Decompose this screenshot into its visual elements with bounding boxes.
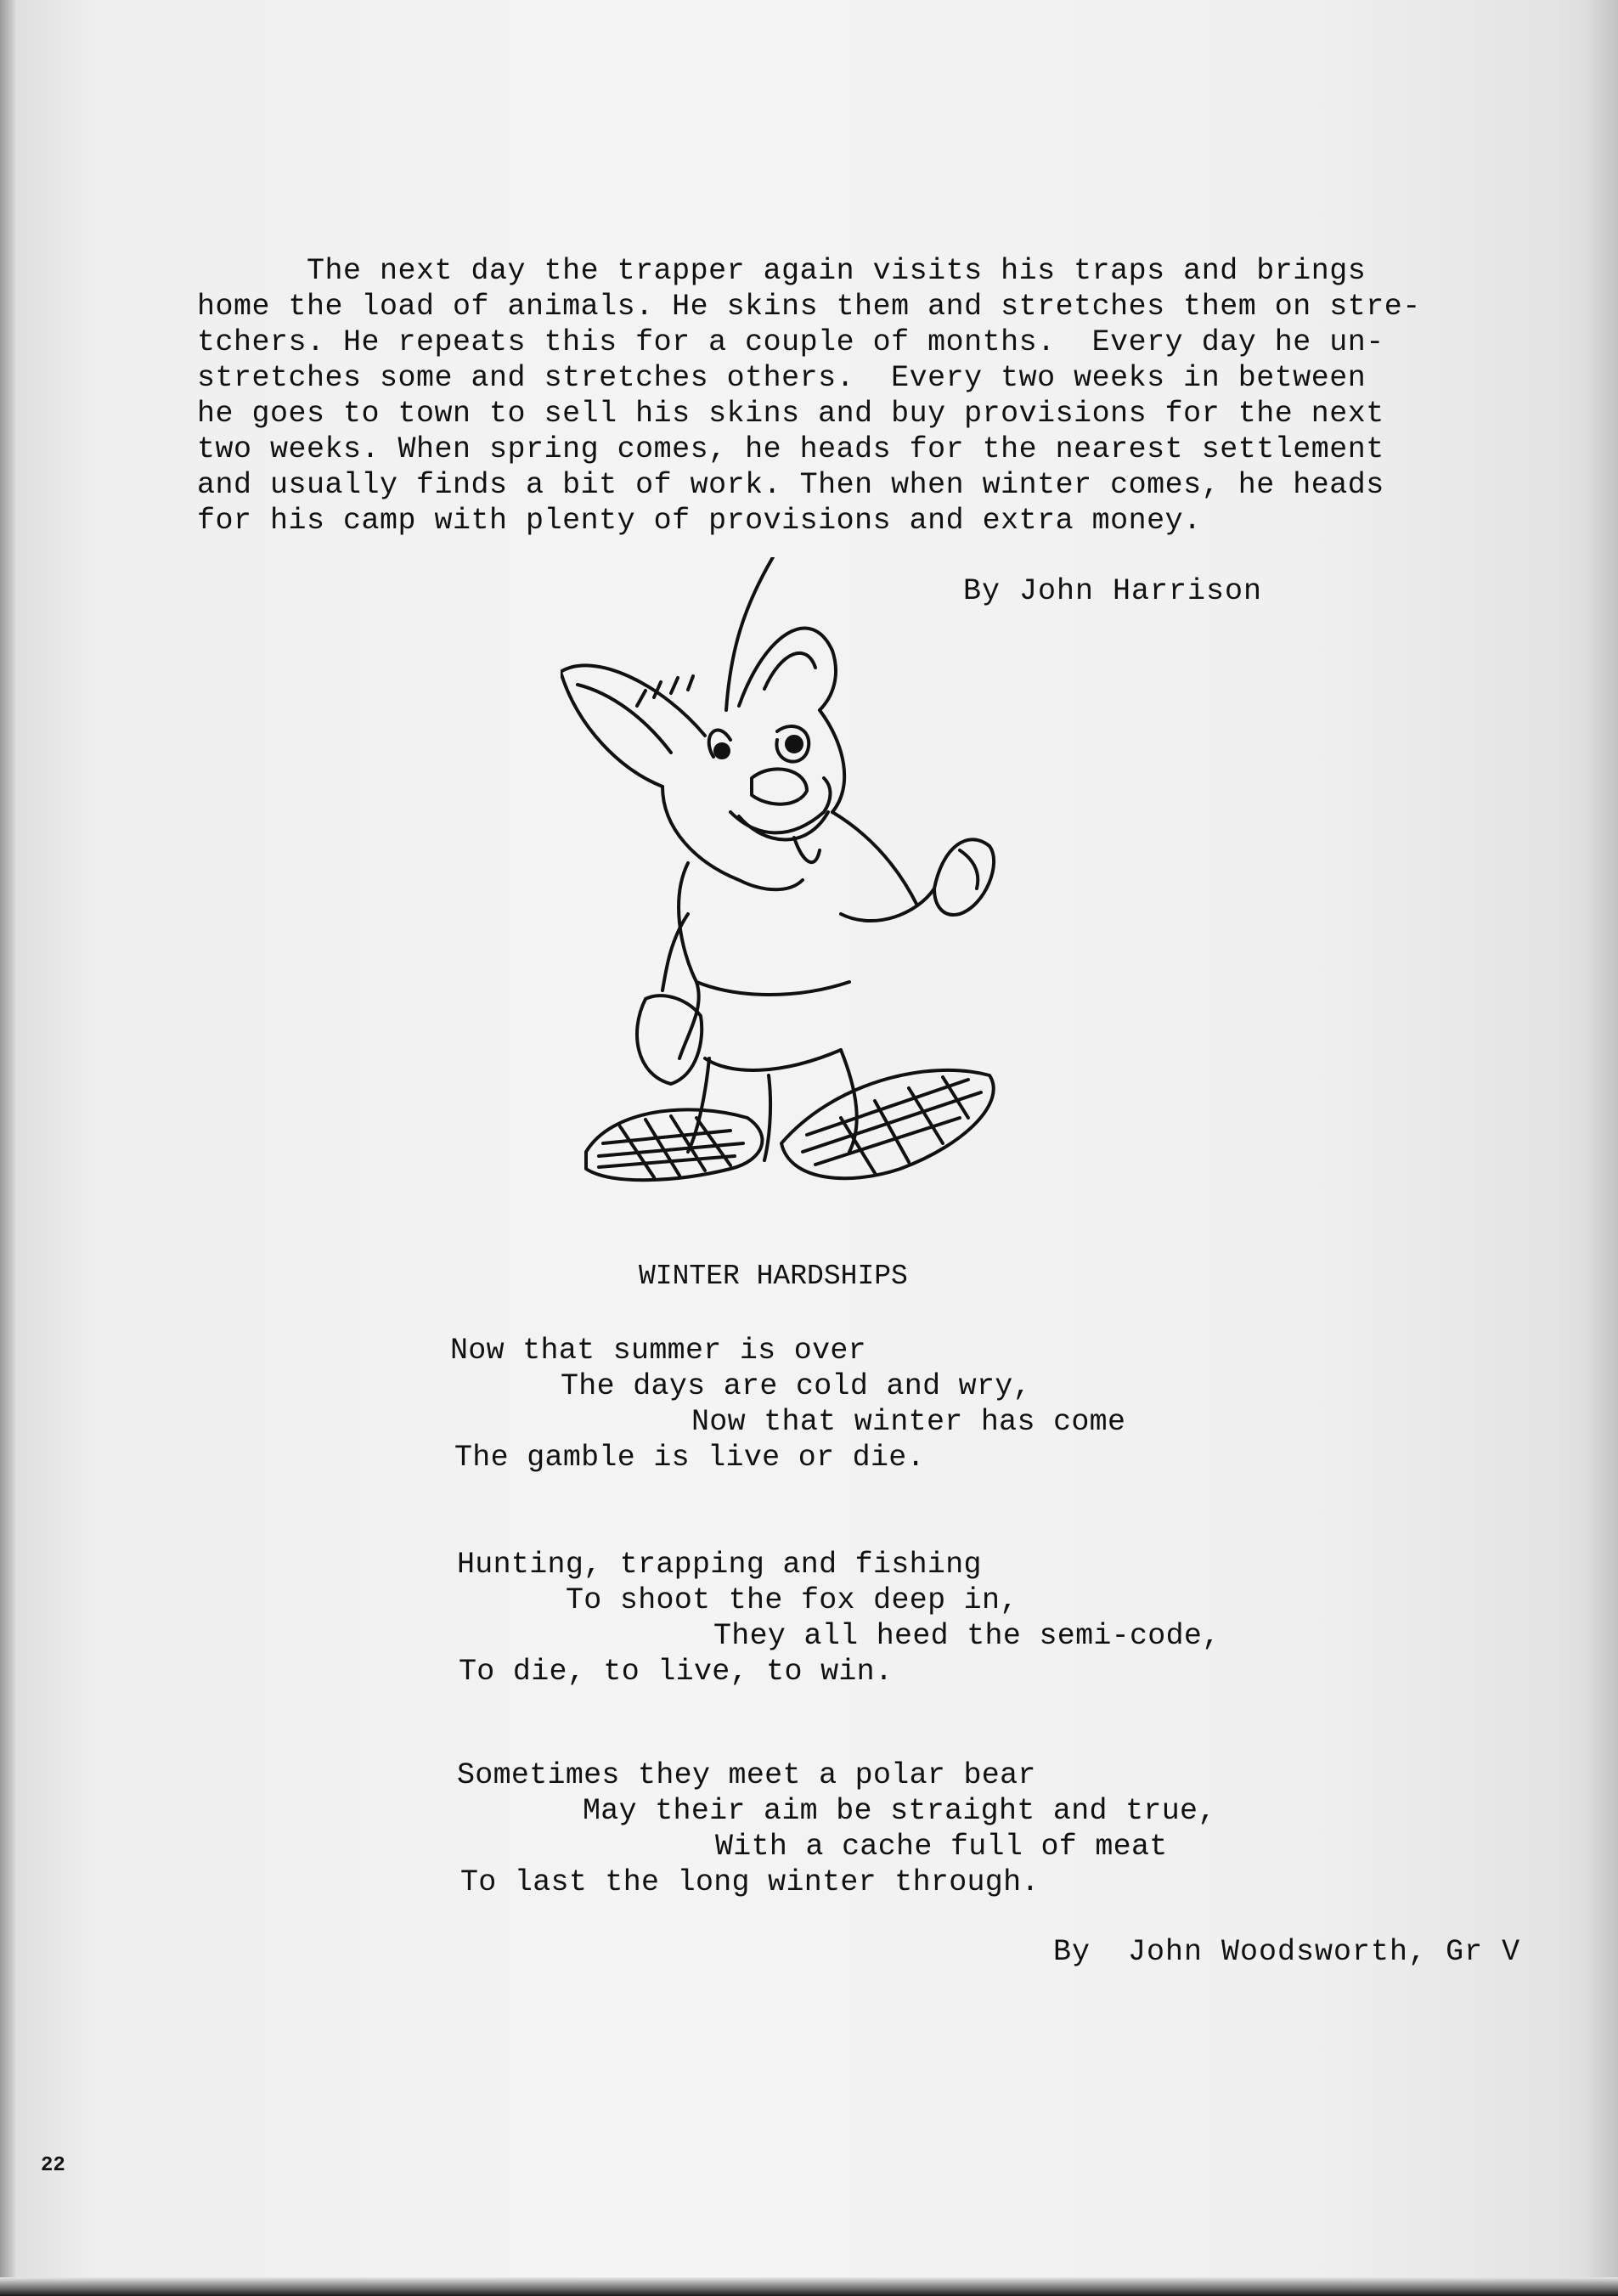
poem-line: Now that winter has come (691, 1405, 1126, 1439)
poem-line: They all heed the semi-code, (713, 1619, 1221, 1653)
prose-line: for his camp with plenty of provisions and extra money. (197, 504, 1202, 538)
poem-line: May their aim be straight and true, (583, 1794, 1216, 1828)
page-number: 22 (41, 2154, 65, 2177)
poem-line: Hunting, trapping and fishing (457, 1548, 982, 1582)
prose-line: two weeks. When spring comes, he heads for the nearest settlement (197, 432, 1384, 466)
prose-line: The next day the trapper again visits his traps and brings (197, 254, 1367, 288)
poem-byline: By John Woodsworth, Gr V (1053, 1935, 1521, 1969)
prose-byline: By John Harrison (963, 574, 1263, 608)
page-right-edge-shadow (1584, 0, 1618, 2296)
prose-line: home the load of animals. He skins them and stretches them on stre- (197, 290, 1421, 324)
cartoon-trapper-on-snowshoes-icon (561, 557, 1002, 1203)
page-bottom-edge-shadow (0, 2277, 1618, 2296)
prose-line: he goes to town to sell his skins and buy provisions for the next (197, 397, 1384, 431)
prose-line: tchers. He repeats this for a couple of months. Every day he un- (197, 325, 1384, 359)
prose-line: stretches some and stretches others. Every two weeks in between (197, 361, 1367, 395)
poem-title: WINTER HARDSHIPS (639, 1261, 908, 1292)
poem-line: Now that summer is over (450, 1334, 866, 1368)
poem-line: The days are cold and wry, (561, 1369, 1031, 1403)
poem-line: Sometimes they meet a polar bear (457, 1758, 1036, 1792)
poem-line: To shoot the fox deep in, (566, 1583, 1018, 1617)
prose-line: and usually finds a bit of work. Then when winter comes, he heads (197, 468, 1384, 502)
poem-line: To last the long winter through. (460, 1865, 1040, 1899)
poem-line: To die, to live, to win. (459, 1655, 894, 1689)
page-left-edge-shadow (0, 0, 15, 2296)
poem-line: The gamble is live or die. (454, 1441, 925, 1475)
poem-line: With a cache full of meat (715, 1830, 1168, 1864)
